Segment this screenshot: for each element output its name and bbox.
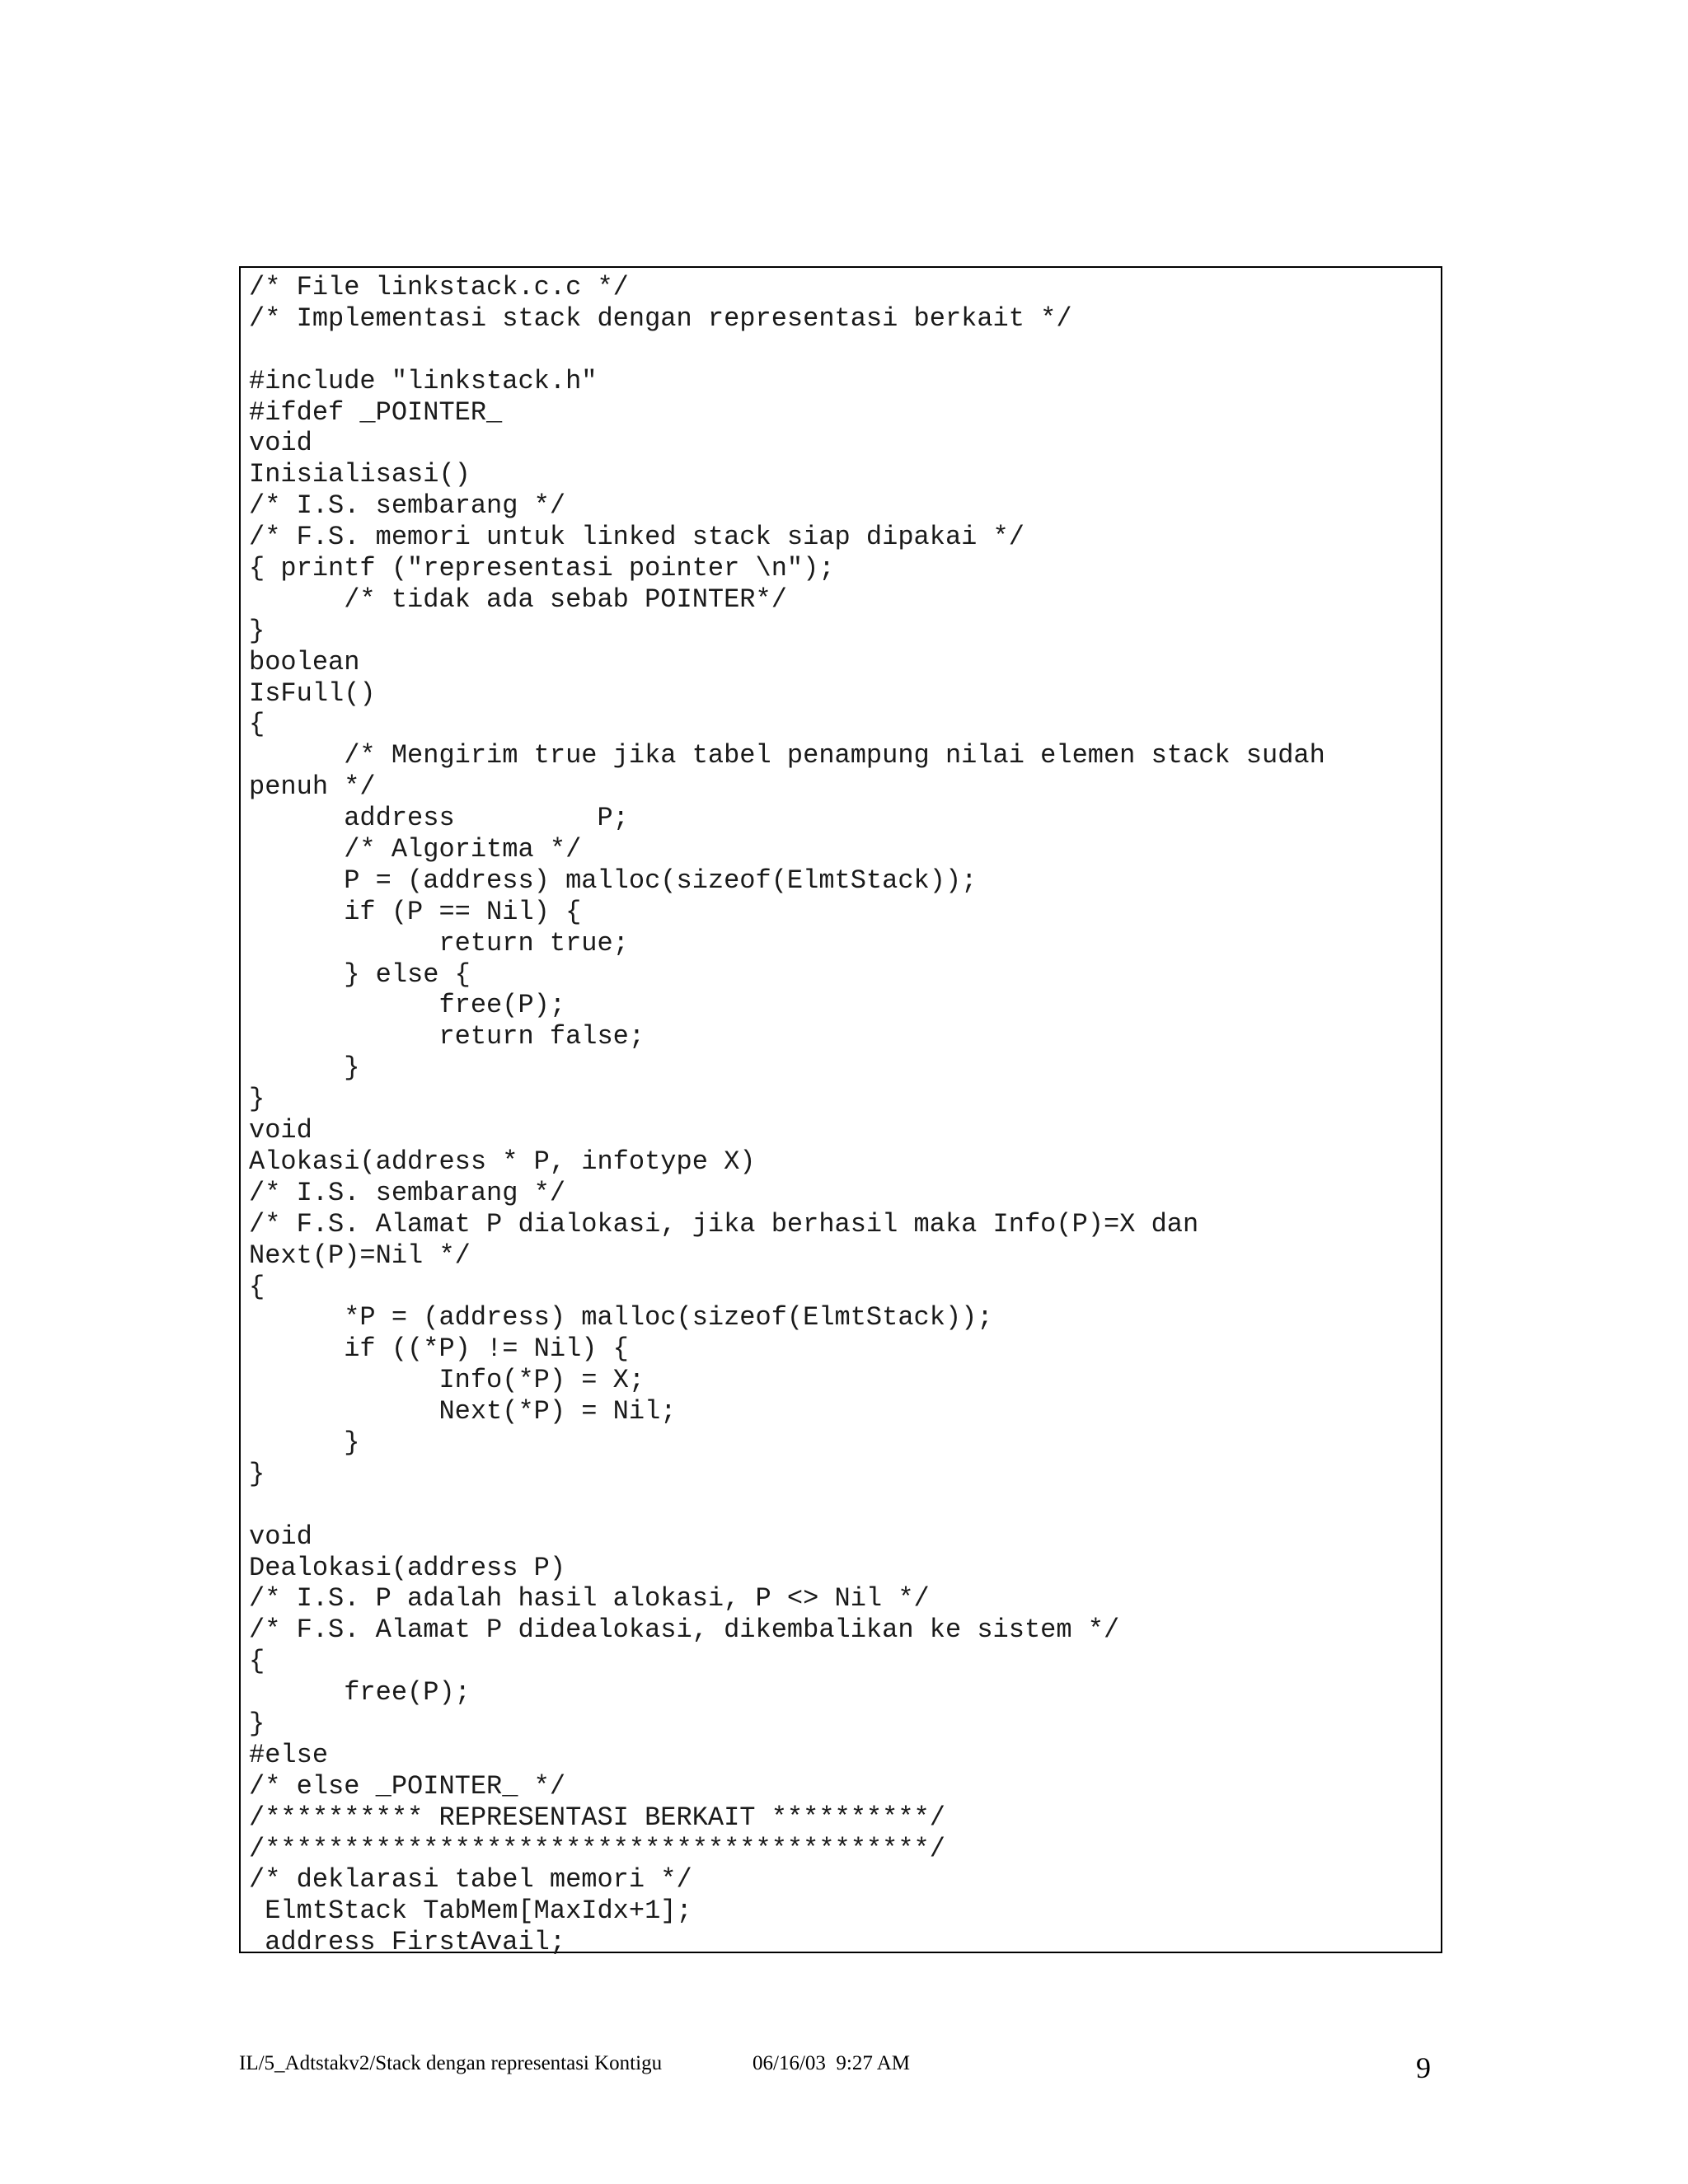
code-line: /* F.S. Alamat P dialokasi, jika berhasil maka Info(P)=X dan [249, 1208, 1199, 1240]
code-line: /* File linkstack.c.c */ [249, 272, 629, 302]
code-line: } [249, 1458, 265, 1489]
code-line: /********** REPRESENTASI BERKAIT **********/ [249, 1802, 945, 1833]
code-line: { [249, 1271, 265, 1302]
code-line: address P; [249, 803, 629, 834]
code-line: void [249, 1521, 312, 1552]
code-line: Next(*P) = Nil; [249, 1396, 677, 1427]
code-line: /* Mengirim true jika tabel penampung nilai elemen stack sudah [249, 740, 1325, 771]
page-number: 9 [1416, 2051, 1431, 2084]
code-line: } [249, 1052, 360, 1084]
code-line: ElmtStack TabMem[MaxIdx+1]; [249, 1896, 692, 1927]
code-line: #ifdef _POINTER_ [249, 396, 503, 428]
code-line: } [249, 1427, 360, 1458]
code-line: /* I.S. sembarang */ [249, 1177, 566, 1208]
code-line: } [249, 1708, 265, 1739]
code-line: /* F.S. Alamat P didealokasi, dikembalikan ke sistem */ [249, 1615, 1120, 1646]
code-line: void [249, 428, 312, 459]
code-line: void [249, 1115, 312, 1146]
code-line: penuh */ [249, 771, 376, 803]
code-line: /* else _POINTER_ */ [249, 1770, 566, 1802]
code-line [249, 335, 1325, 366]
code-line: return true; [249, 927, 629, 958]
code-line: /* deklarasi tabel memori */ [249, 1864, 692, 1896]
code-line: Dealokasi(address P) [249, 1552, 566, 1583]
code-line: free(P); [249, 990, 566, 1021]
code-line: Alokasi(address * P, infotype X) [249, 1146, 756, 1177]
footer-file-path: IL/5_Adtstakv2/Stack dengan representasi Kontigu [239, 2052, 663, 2074]
code-listing [249, 272, 1325, 1958]
code-line: P = (address) malloc(sizeof(ElmtStack)); [249, 865, 978, 896]
code-line: #include "linkstack.h" [249, 365, 598, 396]
code-line: address FirstAvail; [249, 1927, 566, 1958]
code-line: /* F.S. memori untuk linked stack siap dipakai */ [249, 522, 1025, 553]
code-line: /* tidak ada sebab POINTER*/ [249, 583, 787, 615]
code-line: Inisialisasi() [249, 459, 471, 490]
code-line: Info(*P) = X; [249, 1365, 645, 1396]
code-line: IsFull() [249, 677, 376, 709]
code-line: #else [249, 1739, 329, 1770]
code-line: if ((*P) != Nil) { [249, 1333, 629, 1365]
code-line: boolean [249, 646, 360, 677]
code-line: /* I.S. sembarang */ [249, 490, 566, 522]
code-line: *P = (address) malloc(sizeof(ElmtStack)); [249, 1302, 993, 1333]
code-line: } else { [249, 958, 471, 990]
code-line: { [249, 709, 265, 740]
code-line: } [249, 1084, 265, 1115]
code-line: free(P); [249, 1677, 471, 1708]
footer-datetime: 06/16/03 9:27 AM [753, 2052, 910, 2074]
code-line: { [249, 1646, 265, 1677]
code-line: if (P == Nil) { [249, 896, 582, 927]
code-line: /* Algoritma */ [249, 834, 582, 865]
code-line: return false; [249, 1021, 645, 1052]
code-line: /* I.S. P adalah hasil alokasi, P <> Nil */ [249, 1583, 930, 1615]
code-line: Next(P)=Nil */ [249, 1240, 471, 1271]
code-listing-box [239, 266, 1442, 1958]
code-line: /******************************************/ [249, 1833, 945, 1864]
code-line: } [249, 615, 265, 646]
code-line: /* Implementasi stack dengan representasi berkait */ [249, 302, 1072, 334]
code-line [249, 1490, 1325, 1521]
code-line: { printf ("representasi pointer \n"); [249, 553, 835, 584]
